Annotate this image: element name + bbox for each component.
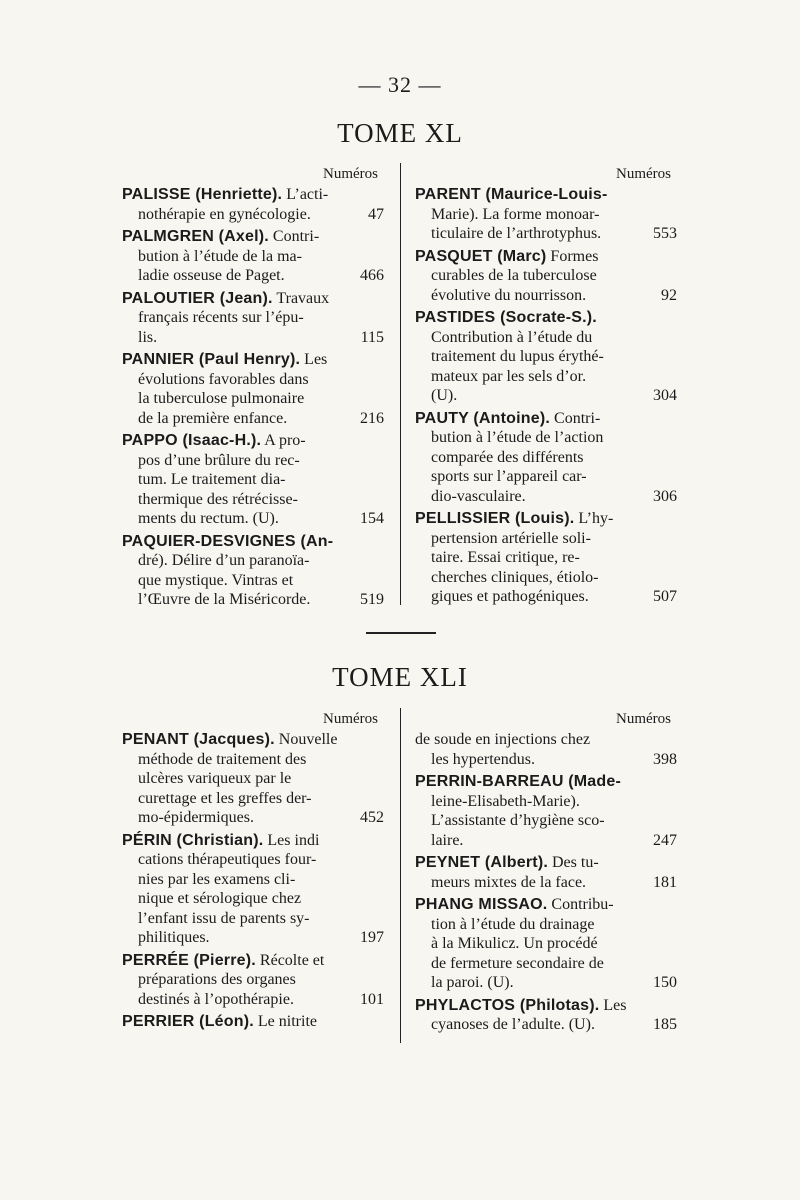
author-surname: PANNIER xyxy=(122,351,195,368)
entry-text: dio-vasculaire. xyxy=(431,487,526,505)
entry-text: nique et sérologique chez xyxy=(138,890,302,907)
entry-line xyxy=(122,870,378,890)
entry-line xyxy=(415,934,671,954)
index-entry xyxy=(122,289,384,348)
entry-text: bution à l’étude de l’action xyxy=(431,429,604,446)
entry-line xyxy=(415,587,677,607)
index-entry xyxy=(122,227,384,286)
author-given-name: (An- xyxy=(295,532,334,550)
entry-text: comparée des différents xyxy=(431,448,584,466)
entry-line xyxy=(415,386,677,406)
entry-line xyxy=(122,205,384,225)
entry-line xyxy=(122,490,378,510)
entry-text: de soude en injections chez xyxy=(415,731,591,748)
entry-text: l’Œuvre de la Miséricorde. xyxy=(138,591,311,608)
entry-text: meurs mixtes de la face. xyxy=(431,873,587,891)
entry-line xyxy=(122,266,384,286)
author-given-name: (Louis). xyxy=(510,510,575,527)
entry-text: destinés à l’opothérapie. xyxy=(138,990,294,1008)
entry-text: Marie). La forme monoar- xyxy=(431,205,600,223)
entry-line xyxy=(122,571,378,591)
author-given-name: (Socrate-S.). xyxy=(495,309,597,326)
entry-text: ulcères variqueux par le xyxy=(138,770,292,787)
entry-line xyxy=(415,853,671,873)
entry-text: cations thérapeutiques four- xyxy=(138,851,317,868)
entry-number: 306 xyxy=(653,487,677,505)
entry-text: Récolte et xyxy=(259,951,325,969)
index-entry xyxy=(122,831,384,948)
column-left-tome-xli xyxy=(122,708,384,1035)
entry-line xyxy=(122,431,378,451)
column-header-numeros: Numéros xyxy=(616,166,671,182)
author-surname: PAQUIER-DESVIGNES xyxy=(122,532,296,550)
entry-text: A pro- xyxy=(264,432,306,449)
entry-line xyxy=(415,367,671,387)
entry-line xyxy=(122,350,378,370)
author-given-name: (Christian). xyxy=(171,831,264,849)
author-given-name: (Maurice-Louis- xyxy=(480,186,608,203)
author-surname: PAPPO xyxy=(122,432,178,449)
entry-line xyxy=(415,428,671,448)
entry-text: tum. Le traitement dia- xyxy=(138,471,286,488)
entry-number: 47 xyxy=(368,205,384,223)
index-entry xyxy=(122,730,384,828)
entry-text: bution à l’étude de la ma- xyxy=(138,247,302,265)
entry-line xyxy=(122,308,378,328)
entry-text: ladie osseuse de Paget. xyxy=(138,267,285,284)
entry-text: cyanoses de l’adulte. (U). xyxy=(431,1016,595,1033)
entry-line xyxy=(415,831,677,851)
index-entry xyxy=(415,509,677,607)
entry-text: laire. xyxy=(431,831,464,849)
entry-number: 92 xyxy=(661,286,677,304)
entry-text: taire. Essai critique, re- xyxy=(431,549,580,566)
entry-text: pertension artérielle soli- xyxy=(431,529,591,547)
entry-text: de fermeture secondaire de xyxy=(431,954,604,972)
entry-text: préparations des organes xyxy=(138,971,296,988)
entry-line xyxy=(122,730,378,750)
index-entry xyxy=(415,409,677,507)
entry-line xyxy=(122,328,384,348)
entry-line xyxy=(122,889,378,909)
entry-number: 197 xyxy=(360,929,384,946)
column-right-tome-xl xyxy=(415,163,677,610)
author-surname: PALOUTIER xyxy=(122,289,216,307)
index-entry xyxy=(415,308,677,406)
entry-text: Les indi xyxy=(267,831,320,849)
entry-text: Contribu- xyxy=(551,896,614,913)
entry-line xyxy=(122,370,378,390)
index-entry xyxy=(415,730,677,769)
entry-number: 304 xyxy=(653,387,677,404)
entry-text: lis. xyxy=(138,328,158,346)
entry-line xyxy=(415,247,671,267)
entry-text: sports sur l’appareil car- xyxy=(431,468,587,485)
entry-text: à la Mikulicz. Un procédé xyxy=(431,935,598,952)
entry-number: 553 xyxy=(653,225,677,242)
entry-line xyxy=(122,769,378,789)
author-surname: PEYNET xyxy=(415,854,481,871)
column-divider xyxy=(400,708,401,1043)
entry-line xyxy=(415,792,671,812)
author-given-name: (Léon). xyxy=(194,1013,254,1030)
entry-line xyxy=(122,289,378,309)
entry-text: Des tu- xyxy=(552,854,599,871)
author-given-name: (Paul Henry). xyxy=(194,351,301,368)
entry-line xyxy=(122,247,378,267)
entry-number: 101 xyxy=(360,990,384,1008)
entry-line xyxy=(415,409,671,429)
author-given-name: (Isaac-H.). xyxy=(177,432,262,449)
entry-line xyxy=(122,470,378,490)
entry-text: mo-épidermiques. xyxy=(138,809,254,826)
entry-text: thermique des rétrécisse- xyxy=(138,490,298,508)
entry-line xyxy=(415,730,671,750)
author-given-name: (Made- xyxy=(563,773,621,790)
author-surname: PARENT xyxy=(415,186,481,203)
entry-line xyxy=(122,532,378,552)
entry-text: leine-Elisabeth-Marie). xyxy=(431,792,580,810)
entry-line xyxy=(122,551,378,571)
entry-number: 150 xyxy=(653,974,677,991)
index-entry xyxy=(415,772,677,850)
entry-line xyxy=(415,347,671,367)
entry-line xyxy=(122,451,378,471)
entry-line xyxy=(415,548,671,568)
index-entry xyxy=(415,895,677,993)
index-entry xyxy=(415,185,677,244)
entry-line xyxy=(415,266,671,286)
entry-text: curettage et les greffes der- xyxy=(138,789,312,807)
entry-text: curables de la tuberculose xyxy=(431,267,597,284)
entry-text: ticulaire de l’arthrotyphus. xyxy=(431,225,602,242)
author-surname: PASTIDES xyxy=(415,309,496,326)
entry-line xyxy=(415,954,671,974)
entry-text: (U). xyxy=(431,387,458,404)
entry-number: 519 xyxy=(360,591,384,608)
column-right-tome-xli xyxy=(415,708,677,1038)
entry-number: 507 xyxy=(653,588,677,605)
entry-text: Les xyxy=(603,996,627,1014)
entry-text: L’hy- xyxy=(578,510,614,527)
entry-number: 115 xyxy=(360,328,384,346)
entry-line xyxy=(415,487,677,507)
index-entry xyxy=(415,247,677,306)
author-given-name: (Henriette). xyxy=(190,186,283,203)
entry-line xyxy=(415,895,671,915)
author-given-name: (Marc) xyxy=(492,247,547,265)
section-divider xyxy=(366,632,436,634)
author-surname: PALMGREN xyxy=(122,228,214,245)
entry-line xyxy=(122,389,378,409)
author-given-name: (Albert). xyxy=(480,854,548,871)
author-surname: PELLISSIER xyxy=(415,510,511,527)
entry-line xyxy=(122,185,378,205)
entry-text: traitement du lupus érythé- xyxy=(431,348,604,365)
entry-text: Travaux xyxy=(276,289,330,307)
author-given-name: (Antoine). xyxy=(468,409,551,427)
author-surname: PERRIER xyxy=(122,1013,195,1030)
entry-line xyxy=(415,1015,677,1035)
entry-text: méthode de traitement des xyxy=(138,750,307,768)
entry-number: 452 xyxy=(360,809,384,826)
entry-text: giques et pathogéniques. xyxy=(431,588,589,605)
entry-line xyxy=(415,996,671,1016)
author-surname: PERRIN-BARREAU xyxy=(415,773,564,790)
entry-text: nothérapie en gynécologie. xyxy=(138,205,311,223)
entry-text: Les xyxy=(304,351,328,368)
entry-text: évolutions favorables dans xyxy=(138,370,309,388)
entry-line xyxy=(122,990,384,1010)
entry-line xyxy=(122,789,378,809)
entry-line xyxy=(122,808,384,828)
entry-line xyxy=(415,811,671,831)
author-surname: PHANG MISSAO. xyxy=(415,896,548,913)
section-title-tome-xli: TOME XLI xyxy=(332,662,468,692)
entry-text: nies par les examens cli- xyxy=(138,870,296,888)
column-header-numeros: Numéros xyxy=(323,166,378,182)
entry-text: ments du rectum. (U). xyxy=(138,510,279,527)
entry-line xyxy=(415,750,677,770)
entry-text: de la première enfance. xyxy=(138,409,288,427)
author-surname: PASQUET xyxy=(415,247,493,265)
entry-number: 185 xyxy=(653,1016,677,1033)
entry-line xyxy=(122,951,378,971)
entry-line xyxy=(122,409,384,429)
entry-line xyxy=(415,973,677,993)
entry-line xyxy=(122,1012,378,1032)
entry-text: Contribution à l’étude du xyxy=(431,328,593,346)
author-given-name: (Axel). xyxy=(213,228,269,245)
entry-line xyxy=(122,590,384,610)
entry-text: L’acti- xyxy=(286,186,329,203)
entry-text: L’assistante d’hygiène sco- xyxy=(431,812,605,829)
index-entry xyxy=(122,532,384,610)
entry-line xyxy=(122,227,378,247)
author-given-name: (Philotas). xyxy=(515,996,600,1014)
entry-text: pos d’une brûlure du rec- xyxy=(138,451,300,469)
author-surname: PÉRIN xyxy=(122,831,172,849)
page-number: — 32 — xyxy=(358,72,442,97)
entry-text: dré). Délire d’un paranoïa- xyxy=(138,552,310,569)
column-header-numeros: Numéros xyxy=(323,711,378,727)
entry-line xyxy=(122,831,378,851)
author-surname: PALISSE xyxy=(122,186,191,203)
author-surname: PERRÉE xyxy=(122,951,189,969)
entry-number: 181 xyxy=(653,873,677,891)
entry-text: Nouvelle xyxy=(278,731,338,748)
entry-line xyxy=(415,328,671,348)
index-entry xyxy=(122,350,384,428)
entry-text: Contri- xyxy=(554,409,601,427)
entry-line xyxy=(415,873,677,893)
entry-line xyxy=(415,529,671,549)
entry-text: mateux par les sels d’or. xyxy=(431,367,587,385)
entry-line xyxy=(122,928,384,948)
entry-line xyxy=(415,308,671,328)
entry-number: 154 xyxy=(360,510,384,527)
author-surname: PAUTY xyxy=(415,409,469,427)
entry-text: Formes xyxy=(550,247,599,265)
entry-text: la tuberculose pulmonaire xyxy=(138,390,305,407)
entry-line xyxy=(415,915,671,935)
entry-line xyxy=(415,568,671,588)
entry-text: les hypertendus. xyxy=(431,750,535,768)
index-entry xyxy=(415,996,677,1035)
entry-text: cherches cliniques, étiolo- xyxy=(431,568,599,586)
entry-text: Le nitrite xyxy=(257,1013,317,1030)
column-header-numeros: Numéros xyxy=(616,711,671,727)
author-given-name: (Jean). xyxy=(215,289,273,307)
section-title-tome-xl: TOME XL xyxy=(337,118,463,148)
entry-line xyxy=(122,909,378,929)
entry-line xyxy=(415,224,677,244)
entry-text: Contri- xyxy=(272,228,320,245)
entry-number: 247 xyxy=(653,831,677,849)
entry-line xyxy=(415,509,671,529)
index-entry xyxy=(122,951,384,1010)
entry-line xyxy=(415,205,671,225)
entry-line xyxy=(122,750,378,770)
index-entry xyxy=(122,185,384,224)
entry-number: 216 xyxy=(360,409,384,427)
entry-text: l’enfant issu de parents sy- xyxy=(138,909,310,927)
author-given-name: (Jacques). xyxy=(188,731,275,748)
entry-text: tion à l’étude du drainage xyxy=(431,915,595,933)
column-left-tome-xl xyxy=(122,163,384,613)
entry-line xyxy=(415,185,671,205)
index-entry xyxy=(122,431,384,529)
entry-line xyxy=(122,850,378,870)
entry-line xyxy=(122,509,384,529)
entry-text: évolutive du nourrisson. xyxy=(431,286,587,304)
entry-number: 398 xyxy=(653,750,677,768)
entry-text: la paroi. (U). xyxy=(431,974,514,991)
author-given-name: (Pierre). xyxy=(189,951,256,969)
entry-text: français récents sur l’épu- xyxy=(138,309,304,326)
entry-line xyxy=(122,970,378,990)
entry-text: que mystique. Vintras et xyxy=(138,571,294,589)
entry-text: philitiques. xyxy=(138,929,210,946)
entry-number: 466 xyxy=(360,267,384,284)
author-surname: PHYLACTOS xyxy=(415,996,516,1014)
author-surname: PENANT xyxy=(122,731,189,748)
entry-line xyxy=(415,286,677,306)
entry-line xyxy=(415,772,671,792)
index-entry xyxy=(415,853,677,892)
entry-line xyxy=(415,467,671,487)
index-entry xyxy=(122,1012,378,1032)
entry-line xyxy=(415,448,671,468)
column-divider xyxy=(400,163,401,605)
